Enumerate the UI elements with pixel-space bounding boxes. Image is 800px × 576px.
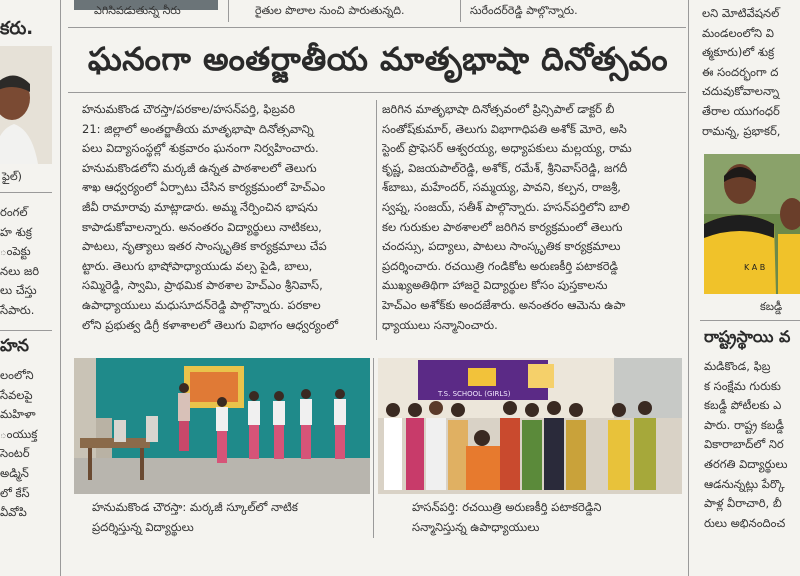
right-kabaddi-photo: [704, 154, 800, 294]
jersey-text: K A B: [744, 263, 766, 272]
top-divider-1: [228, 0, 229, 22]
left-heading-2: హన: [0, 336, 29, 356]
photo-1-caption: హనుమకొండ చౌరస్తా: మర్కజీ స్కూల్‌లో నాటిక ప్రదర్శిస్తున్న విద్యార్థులు: [92, 500, 298, 534]
photo-2-caption: హసన్‌పర్తి: రచయిత్రి అరుణకీర్తి పటాకరెడ్డిని సన్మానిస్తున్న ఉపాధ్యాయులు: [412, 500, 602, 534]
left-person-photo: [0, 46, 52, 164]
top-photo-caption: ఎగిసిపడుతున్న నీరు: [94, 4, 181, 17]
article-column-2: జరిగిన మాతృభాషా దినోత్సవంలో ప్రిన్సిపాల్ డాక్టర్ బీ సంతోష్‌కుమార్, తెలుగు విభాగాధిపతి అశోక్ మోరె, అసి స్టెంట్ ప్రొఫెసర్ ఆశ్వరయ్య, అధ్యాపకులు మల్లయ్య, రామ కృష్ణ, విజయపాల్‌రెడ్డి, అశోక్, రమేశ్, శ్రీనివాస్‌రెడ్డి, జగదీ శ్‌బాబు, మహేందర్, సమ్మయ్య, పావని, కల్పన, రాజశ్రీ, స్వప్న, సంజయ్, సతీశ్ పాల్గొన్నారు. హసన్‌పర్తిలోని బాలి కల గురుకుల పాఠశాలలో జరిగిన కార్యక్రమంలో తెలుగు చందస్సు, పద్యాలు, పాటలు సాంస్కృతిక కార్యక్రమాలు ప్రదర్శించారు. రచయిత్రి గండికోట అరుణకీర్తి పటాకరెడ్డి ముఖ్యఅతిథిగా హాజరై విద్యార్థుల కోసం పుస్తకాలను హెచ్‌ఎం అశోక్‌కు అందజేశారు. అనంతరం ఆమెను ఉపా ధ్యాయులు సన్మానించారు.: [382, 102, 632, 332]
right-paragraph-1: లని మోటివేషనల్ మండలంలోని వి త్మకూరు)లో శుక్ర ఈ సందర్భంగా ద చదువుకోవాలన్నా తేరాల యుగంధర్ రామన్న, ప్రభాకర్,: [702, 6, 781, 138]
left-photo-caption: ఫైల్): [2, 170, 22, 183]
left-rule-1: [0, 192, 52, 193]
left-paragraph-1: రంగల్ హ శుక్ర ంపెక్టు నలు జరి లు చేస్తు సేపారు.: [0, 205, 40, 317]
right-heading-2: రాష్ట్రస్థాయి వ: [704, 327, 791, 346]
right-paragraph-2: మడికొండ, ఫిబ్ర క సంక్షేమ గురుకు కబడ్డీ పోటీలకు ఎ పారు. రాష్ట్ర కబడ్డీ వికారాబాద్‌లో నిర తరగతి విద్యార్థులు ఆడనున్నట్లు పేర్కొ పాళ్ల వీరాచారి, బీ రులు అభినందించ: [704, 359, 788, 530]
headline-top-rule: [68, 27, 686, 28]
left-top-word: కరు.: [0, 18, 34, 39]
right-rule-1: [700, 320, 800, 321]
top-divider-2: [460, 0, 461, 22]
article-headline: ఘనంగా అంతర్జాతీయ మాతృభాషా దినోత్సవం: [87, 40, 669, 78]
headline-bottom-rule: [68, 92, 686, 93]
left-column: [0, 0, 58, 576]
right-photo-caption: కబడ్డీ: [760, 300, 783, 313]
column-divider-right: [688, 0, 689, 576]
top-middle-text: రైతుల పొలాల నుంచి పారుతున్నది.: [255, 4, 405, 17]
column-divider-left: [60, 0, 61, 576]
photo-students-skit: [74, 358, 370, 494]
left-paragraph-2: లంలోని సేవలపై మహిళా ంయుక్త సెంటర్ అడ్మిన్ లో కేస్ వీవోపి: [0, 368, 38, 520]
photo-teachers-honoring: [378, 358, 682, 494]
banner-text: T.S. SCHOOL (GIRLS): [438, 390, 511, 398]
left-rule-2: [0, 330, 52, 331]
top-strip: [0, 0, 800, 24]
top-right-text: సురేందర్‌రెడ్డి పాల్గొన్నారు.: [470, 4, 578, 17]
photo-gap-divider: [373, 358, 374, 538]
article-column-1: హనుమకొండ చౌరస్తా/పరకాల/హసన్‌పర్తి, ఫిబ్రవరి 21: జిల్లాలో అంతర్జాతీయ మాతృభాషా దినోత్సవాన్ని పలు విద్యాసంస్థల్లో శుక్రవారం ఘనంగా నిర్వహించారు. హనుమకొండలోని మర్కజీ ఉన్నత పాఠశాలలో తెలుగు శాఖ ఆధ్వర్యంలో ఏర్పాటు చేసిన కార్యక్రమంలో హెచ్‌ఎం జీవీ రామారావు మాట్లాడారు. అమ్మ నేర్పించిన భాషను కాపాడుకోవాలన్నారు. అనంతరం విద్యార్థులు నాటికలు, పాటలు, నృత్యాలు ఇతర సాంస్కృతిక కార్యక్రమాలు చేప ట్టారు. తెలుగు భాషోపాధ్యాయుడు వల్స పైడి, బాలు, సమ్మిరెడ్డి, స్వామి, ప్రాథమిక పాఠశాల హెచ్‌ఎం శ్రీనివాస్, ఉపాధ్యాయులు మధుసూదన్‌రెడ్డి పాల్గొన్నారు. పరకాల లోని ప్రభుత్వ డిగ్రీ కళాశాలలో తెలుగు విభాగం ఆధ్వర్యంలో: [82, 102, 339, 332]
right-column: [694, 0, 800, 576]
article-column-divider: [376, 100, 377, 340]
